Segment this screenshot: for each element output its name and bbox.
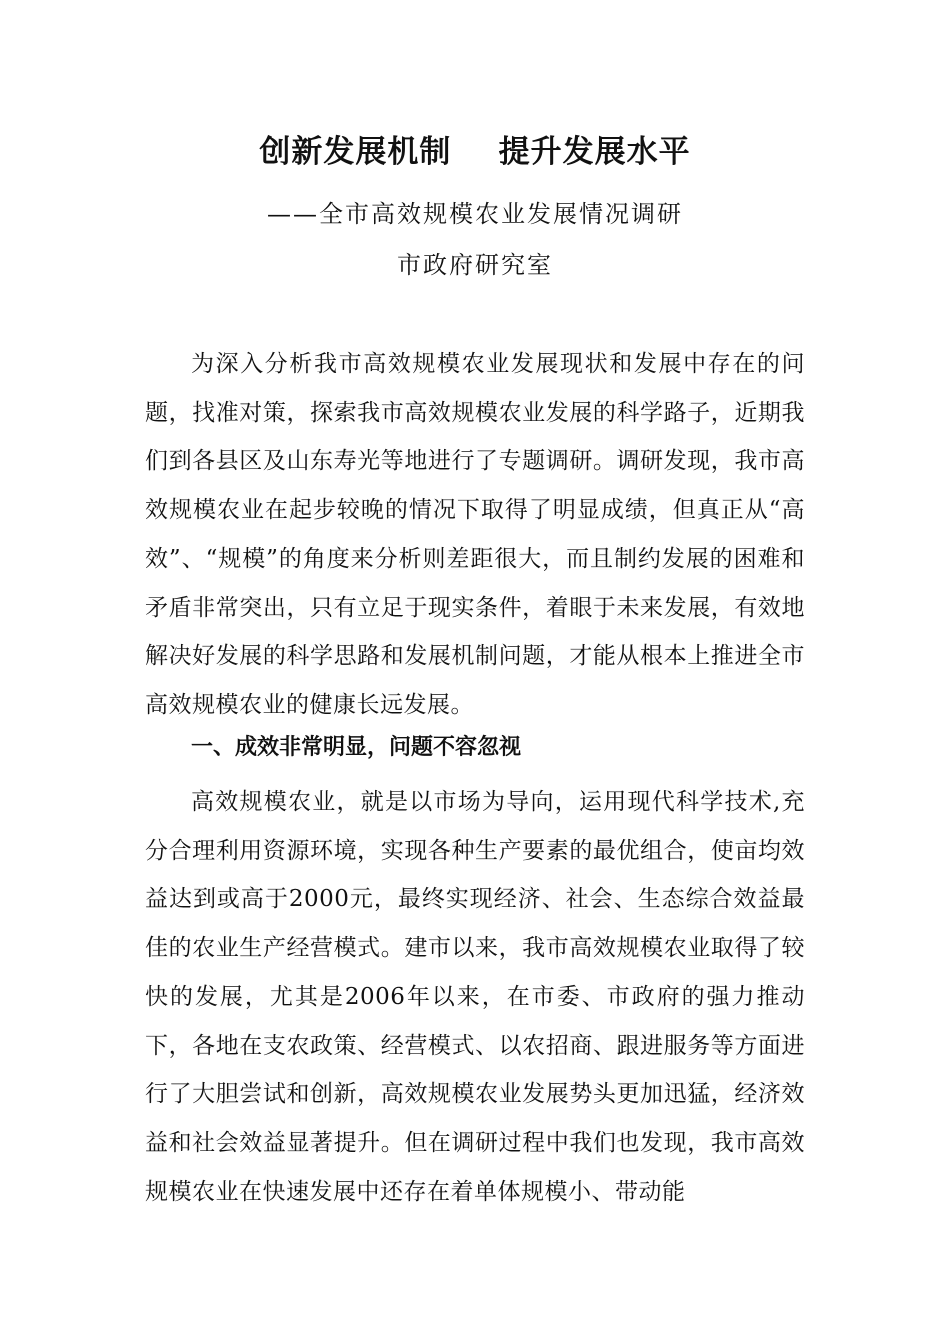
intro-paragraph: 为深入分析我市高效规模农业发展现状和发展中存在的问题，找准对策，探索我市高效规模农业发展的科学路子，近期我们到各县区及山东寿光等地进行了专题调研。调研发现，我市高效规模农业在起步较晚的情况下取得了明显成绩，但真正从“高效”、“规模”的角度来分析则差距很大，而且制约发展的困难和矛盾非常突出，只有立足于现实条件，着眼于未来发展，有效地解决好发展的科学思路和发展机制问题，才能从根本上推进全市高效规模农业的健康长远发展。 [145, 351, 805, 718]
body-paragraph: 高效规模农业，就是以市场为导向，运用现代科学技术,充分合理利用资源环境，实现各种生产要素的最优组合，使亩均效益达到或高于2000元，最终实现经济、社会、生态综合效益最佳的农业生产经营模式。建市以来，我市高效规模农业取得了较快的发展，尤其是2006年以来，在市委、市政府的强力推动下，各地在支农政策、经营模式、以农招商、跟进服务等方面进行了大胆尝试和创新，高效规模农业发展势头更加迅猛，经济效益和社会效益显著提升。但在调研过程中我们也发现，我市高效规模农业在快速发展中还存在着单体规模小、带动能 [145, 789, 805, 1205]
document-subtitle: ——全市高效规模农业发展情况调研 [267, 200, 683, 228]
document-title: 创新发展机制 提升发展水平 [259, 134, 691, 170]
section-heading: 一、成效非常明显，问题不容忽视 [191, 735, 522, 760]
document-author: 市政府研究室 [397, 251, 553, 279]
